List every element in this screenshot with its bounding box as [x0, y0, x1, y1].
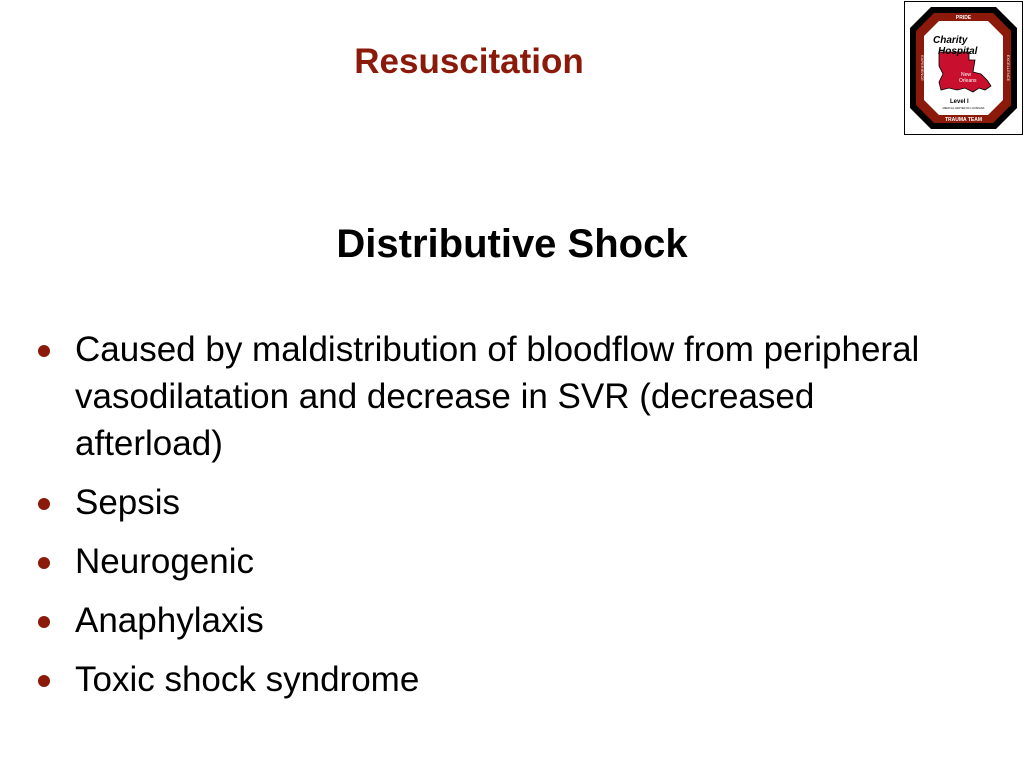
charity-hospital-logo: [904, 1, 1023, 135]
bullet-text: Sepsis: [75, 483, 181, 522]
bullet-item: [38, 479, 938, 526]
slide-heading: Distributive Shock: [336, 222, 688, 266]
logo-name-line2: Hospital: [938, 46, 978, 57]
bullet-dot-icon: [38, 675, 50, 687]
bullet-text: Anaphylaxis: [75, 601, 264, 640]
logo-right-text: EXCELLENCE: [1006, 54, 1011, 82]
bullet-dot-icon: [38, 498, 50, 510]
bullet-text: Toxic shock syndrome: [75, 660, 420, 699]
bullet-text: Caused by maldistribution of bloodflow from peripheral vasodilatation and decrease in SVR (decreased afterload): [75, 330, 920, 463]
bullet-dot-icon: [38, 345, 50, 357]
logo-city-line2: Orleans: [959, 78, 977, 84]
bullet-item: [38, 326, 938, 467]
bullet-list: [38, 326, 938, 715]
logo-left-text: EXPERIENCE: [920, 55, 925, 81]
bullet-text: Neurogenic: [75, 542, 254, 581]
bullet-item: [38, 597, 938, 644]
bullet-item: [38, 656, 938, 703]
bullet-dot-icon: [38, 557, 50, 569]
logo-name-line1: Charity: [933, 35, 968, 46]
logo-bottom-text: TRAUMA TEAM: [944, 117, 983, 123]
logo-city-line1: New: [961, 72, 972, 78]
bullet-dot-icon: [38, 616, 50, 628]
logo-small-text: MEDICAL CENTER OF LOUISIANA: [942, 107, 985, 110]
trauma-team-badge-icon: [905, 2, 1022, 134]
bullet-item: [38, 538, 938, 585]
presentation-title: Resuscitation: [354, 42, 584, 81]
logo-level: Level I: [950, 99, 969, 105]
logo-top-text: PRIDE: [955, 15, 972, 21]
